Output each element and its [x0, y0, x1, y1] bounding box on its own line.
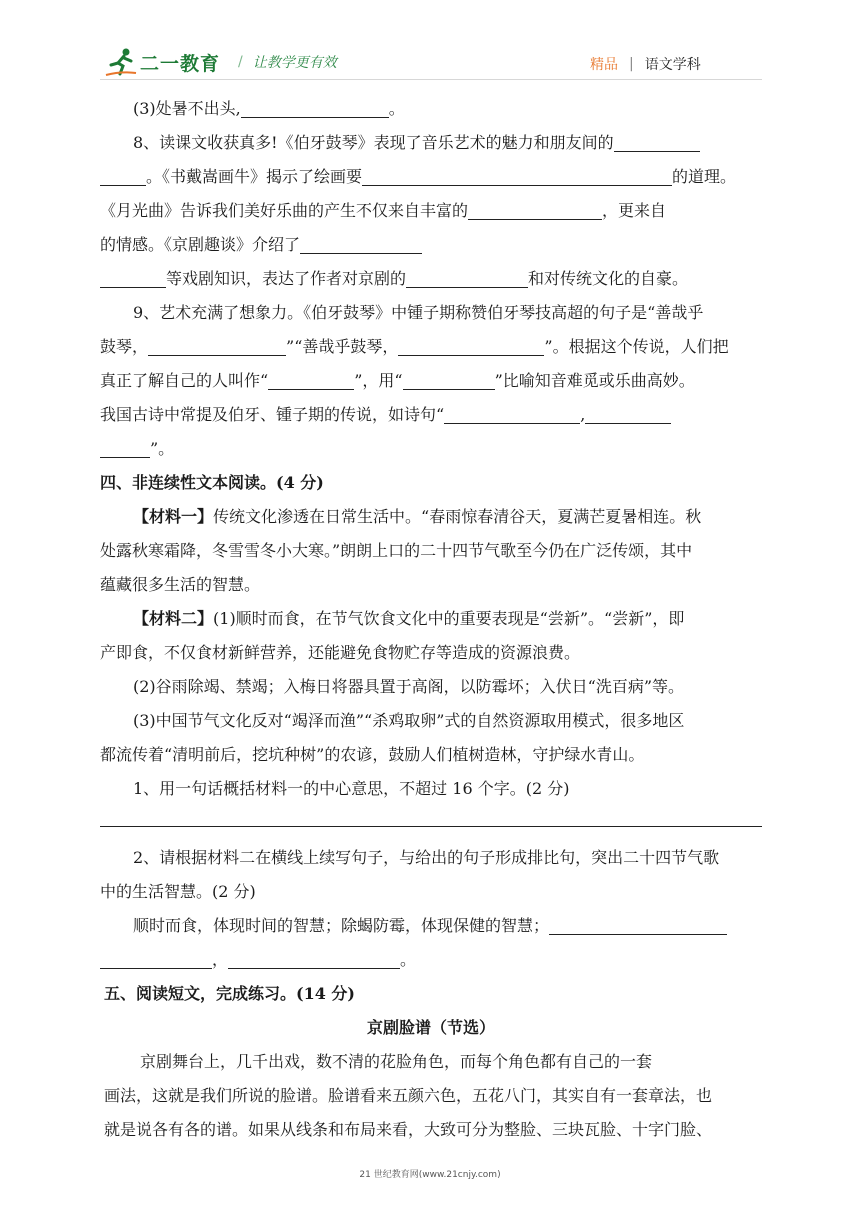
answer-blank[interactable] [100, 948, 212, 969]
answer-blank[interactable] [100, 165, 146, 186]
material-text: 传统文化渗透在日常生活中。“春雨惊春清谷天，夏满芒夏暑相连。秋 [213, 507, 702, 526]
q9-line2 [100, 330, 762, 364]
q8-line1 [100, 126, 762, 160]
q7-item3 [100, 92, 762, 126]
material-2-label: 【材料二】 [133, 609, 214, 628]
logo [104, 46, 337, 78]
answer-blank[interactable] [362, 165, 672, 186]
answer-blank[interactable] [228, 948, 400, 969]
material-2-line2: 产即食，不仅食材新鲜营养，还能避免食物贮存等造成的资源浪费。 [100, 643, 581, 662]
passage-line1: 京剧舞台上，几千出戏，数不清的花脸角色，而每个角色都有自己的一套 [140, 1052, 653, 1071]
q9-line5 [100, 432, 762, 466]
answer-blank[interactable] [549, 914, 727, 935]
material-2-line1 [100, 602, 762, 636]
q8-line4 [100, 228, 762, 262]
answer-blank[interactable] [403, 369, 495, 390]
material-2-item3-line2: 都流传着“清明前后，挖坑种树”的农谚，鼓励人们植树造林，守护绿水青山。 [100, 745, 645, 764]
header-right [590, 54, 701, 74]
subject-label: 语文学科 [644, 57, 701, 73]
sec4-q2-line2: 中的生活智慧。(2 分) [100, 882, 256, 901]
answer-blank[interactable] [148, 335, 286, 356]
sec4-q2-line1: 2、请根据材料二在横线上续写句子，与给出的句子形成排比句，突出二十四节气歌 [133, 848, 720, 867]
q9-text: ”，用“ [354, 371, 403, 390]
q2-text: 顺时而食，体现时间的智慧；除蝎防霉，体现保健的智慧； [133, 916, 550, 935]
q9-text: , [580, 405, 586, 424]
quality-label: 精品 [590, 57, 618, 73]
document-body [100, 92, 762, 1147]
q8-line2 [100, 160, 762, 194]
material-2-item2: (2)谷雨除竭、禁竭；入梅日将器具置于高阁，以防霉坏；入伏日“洗百病”等。 [133, 677, 685, 696]
q9-text: ”。 [150, 439, 175, 458]
sec4-q2-line3 [100, 909, 762, 943]
answer-blank[interactable] [585, 403, 671, 424]
q9-line1 [100, 296, 762, 330]
q8-line5 [100, 262, 762, 296]
q9-text: 我国古诗中常提及伯牙、锺子期的传说，如诗句“ [100, 405, 445, 424]
q7-item3-text: (3)处暑不出头, [133, 99, 241, 118]
material-1-line1 [100, 500, 762, 534]
slogan-separator: / [238, 54, 243, 70]
material-2-item3-line1: (3)中国节气文化反对“竭泽而渔”“杀鸡取卵”式的自然资源取用模式，很多地区 [133, 711, 685, 730]
answer-blank[interactable] [300, 233, 422, 254]
header-rule [100, 79, 762, 80]
page-footer: 21 世纪教育网(www.21cnjy.com) [359, 1170, 501, 1180]
q9-text: 真正了解自己的人叫作“ [100, 371, 269, 390]
material-1-line3: 蕴藏很多生活的智慧。 [100, 575, 261, 594]
q8-text: 8、读课文收获真多!《伯牙鼓琴》表现了音乐艺术的魅力和朋友间的 [133, 133, 614, 152]
slogan: 让教学更有效 [252, 55, 337, 71]
q8-text: ，更来自 [602, 201, 667, 220]
answer-blank[interactable] [268, 369, 354, 390]
material-1-line2: 处露秋寒霜降，冬雪雪冬小大寒。”朗朗上口的二十四节气歌至今仍在广泛传颂，其中 [100, 541, 693, 560]
q9-text: 9、艺术充满了想象力。《伯牙鼓琴》中锺子期称赞伯牙琴技高超的句子是“善哉乎 [133, 303, 704, 322]
sec4-q1: 1、用一句话概括材料一的中心意思，不超过 16 个字。(2 分) [133, 779, 570, 798]
sec4-q2-line4 [100, 943, 762, 977]
passage-title: 京剧脸谱（节选） [366, 1018, 495, 1037]
answer-blank[interactable] [468, 199, 602, 220]
runner-logo-icon [104, 46, 138, 78]
material-1-label: 【材料一】 [133, 507, 214, 526]
q9-text: ”“善哉乎鼓琴， [286, 337, 399, 356]
answer-line[interactable] [100, 806, 762, 827]
answer-blank[interactable] [444, 403, 580, 424]
passage-line2: 画法，这就是我们所说的脸谱。脸谱看来五颜六色，五花八门，其实自有一套章法，也 [104, 1086, 713, 1105]
q8-text: 的道理。 [672, 167, 737, 186]
section-5-heading: 五、阅读短文，完成练习。(14 分) [104, 984, 355, 1003]
answer-blank[interactable] [100, 437, 150, 458]
answer-blank[interactable] [406, 267, 528, 288]
page-header [0, 0, 860, 90]
q9-text: ”比喻知音难觅或乐曲高妙。 [494, 371, 695, 390]
q2-text: 。 [400, 950, 417, 969]
answer-blank[interactable] [241, 97, 389, 118]
logo-text: 二一教育 [140, 52, 221, 75]
q9-line4 [100, 398, 762, 432]
answer-blank[interactable] [614, 131, 700, 152]
answer-blank[interactable] [398, 335, 544, 356]
q9-line3 [100, 364, 762, 398]
q8-text: 《月光曲》告诉我们美好乐曲的产生不仅来自丰富的 [100, 201, 469, 220]
q8-text: 和对传统文化的自豪。 [528, 269, 689, 288]
q8-line3 [100, 194, 762, 228]
section-4-heading: 四、非连续性文本阅读。(4 分) [100, 473, 324, 492]
header-divider: | [629, 56, 634, 72]
q9-text: 鼓琴， [100, 337, 149, 356]
answer-blank[interactable] [100, 267, 166, 288]
material-text: (1)顺时而食，在节气饮食文化中的重要表现是“尝新”。“尝新”，即 [213, 609, 685, 628]
q7-item3-end: 。 [388, 99, 405, 118]
q9-text: ”。根据这个传说，人们把 [544, 337, 729, 356]
q8-text: 。《书戴嵩画牛》揭示了绘画要 [146, 167, 363, 186]
passage-line3: 就是说各有各的谱。如果从线条和布局来看，大致可分为整脸、三块瓦脸、十字门脸、 [104, 1120, 713, 1139]
q2-text: ， [212, 950, 229, 969]
q8-text: 的情感。《京剧趣谈》介绍了 [100, 235, 301, 254]
q8-text: 等戏剧知识，表达了作者对京剧的 [166, 269, 407, 288]
